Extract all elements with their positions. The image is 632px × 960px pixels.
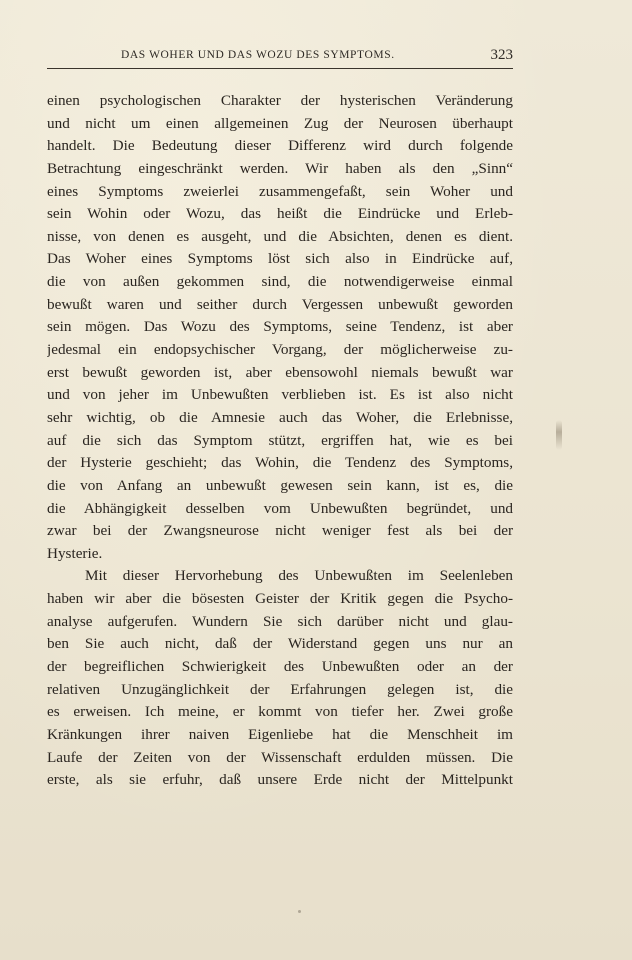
text-line: Kränkungen ihrer naiven Eigenliebe hat die Menschheit im bbox=[47, 725, 513, 743]
text-line: der Hysterie geschieht; das Wohin, die Tendenz des Symptoms, bbox=[47, 454, 513, 472]
running-title: DAS WOHER UND DAS WOZU DES SYMPTOMS. bbox=[121, 49, 395, 61]
text-line: der begreiflichen Schwierigkeit des Unbewußten oder an der bbox=[47, 658, 513, 676]
text-line: die Abhängigkeit desselben vom Unbewußten begründet, und bbox=[47, 499, 513, 517]
paragraph-1 bbox=[47, 90, 513, 565]
text-line: haben wir aber die bösesten Geister der Kritik gegen die Psycho- bbox=[47, 590, 513, 608]
text-line: handelt. Die Bedeutung dieser Differenz wird durch folgende bbox=[47, 137, 513, 155]
text-line: einen psychologischen Charakter der hysterischen Veränderung bbox=[47, 92, 513, 109]
text-line: Laufe der Zeiten von der Wissenschaft erdulden müssen. Die bbox=[47, 748, 513, 766]
text-line: die von außen gekommen sind, die notwendigerweise einmal bbox=[47, 273, 513, 291]
text-line: sein mögen. Das Wozu des Symptoms, seine Tendenz, ist aber bbox=[47, 318, 513, 336]
text-line: auf die sich das Symptom stützt, ergriffen hat, wie es bei bbox=[47, 431, 513, 449]
text-line: jedesmal ein endopsychischer Vorgang, der möglicherweise zu- bbox=[47, 341, 513, 359]
page-header bbox=[47, 44, 513, 68]
text-line: Das Woher eines Symptoms löst sich also in Eindrücke auf, bbox=[47, 250, 513, 268]
text-line: und von jeher im Unbewußten verblieben ist. Es ist also nicht bbox=[47, 386, 513, 404]
page-number: 323 bbox=[490, 47, 513, 63]
text-line: zwar bei der Zwangsneurose nicht weniger fest als bei der bbox=[47, 522, 513, 540]
text-line: erste, als sie erfuhr, daß unsere Erde nicht der Mittelpunkt bbox=[47, 771, 513, 789]
text-line: ben Sie auch nicht, daß der Widerstand gegen uns nur an bbox=[47, 635, 513, 653]
text-line: nisse, von denen es ausgeht, und die Absichten, denen es dient. bbox=[47, 227, 513, 245]
text-line: Mit dieser Hervorhebung des Unbewußten im Seelenleben bbox=[85, 567, 513, 585]
text-line: Betrachtung eingeschränkt werden. Wir haben als den „Sinn“ bbox=[47, 159, 513, 177]
header-rule bbox=[47, 68, 513, 69]
text-line: relativen Unzugänglichkeit der Erfahrungen gelegen ist, die bbox=[47, 680, 513, 698]
text-line: bewußt waren und seither durch Vergessen unbewußt geworden bbox=[47, 295, 513, 313]
text-line: Hysterie. bbox=[47, 544, 103, 562]
paragraph-2 bbox=[47, 565, 513, 791]
text-line: die von Anfang an unbewußt gewesen sein kann, ist es, die bbox=[47, 476, 513, 494]
text-line: es erweisen. Ich meine, er kommt von tiefer her. Zwei große bbox=[47, 703, 513, 721]
body-text bbox=[47, 90, 513, 792]
text-line: sein Wohin oder Wozu, das heißt die Eindrücke und Erleb- bbox=[47, 205, 513, 223]
text-line: sehr wichtig, ob die Amnesie auch das Woher, die Erlebnisse, bbox=[47, 408, 513, 426]
text-line: erst bewußt geworden ist, aber ebensowohl niemals bewußt war bbox=[47, 363, 513, 381]
text-line: analyse aufgerufen. Wundern Sie sich darüber nicht und glau- bbox=[47, 612, 513, 630]
text-line: eines Symptoms zweierlei zusammengefaßt, sein Woher und bbox=[47, 182, 513, 200]
text-line: und nicht um einen allgemeinen Zug der Neurosen überhaupt bbox=[47, 114, 513, 132]
margin-mark bbox=[556, 420, 562, 450]
paper-speck bbox=[298, 910, 301, 913]
